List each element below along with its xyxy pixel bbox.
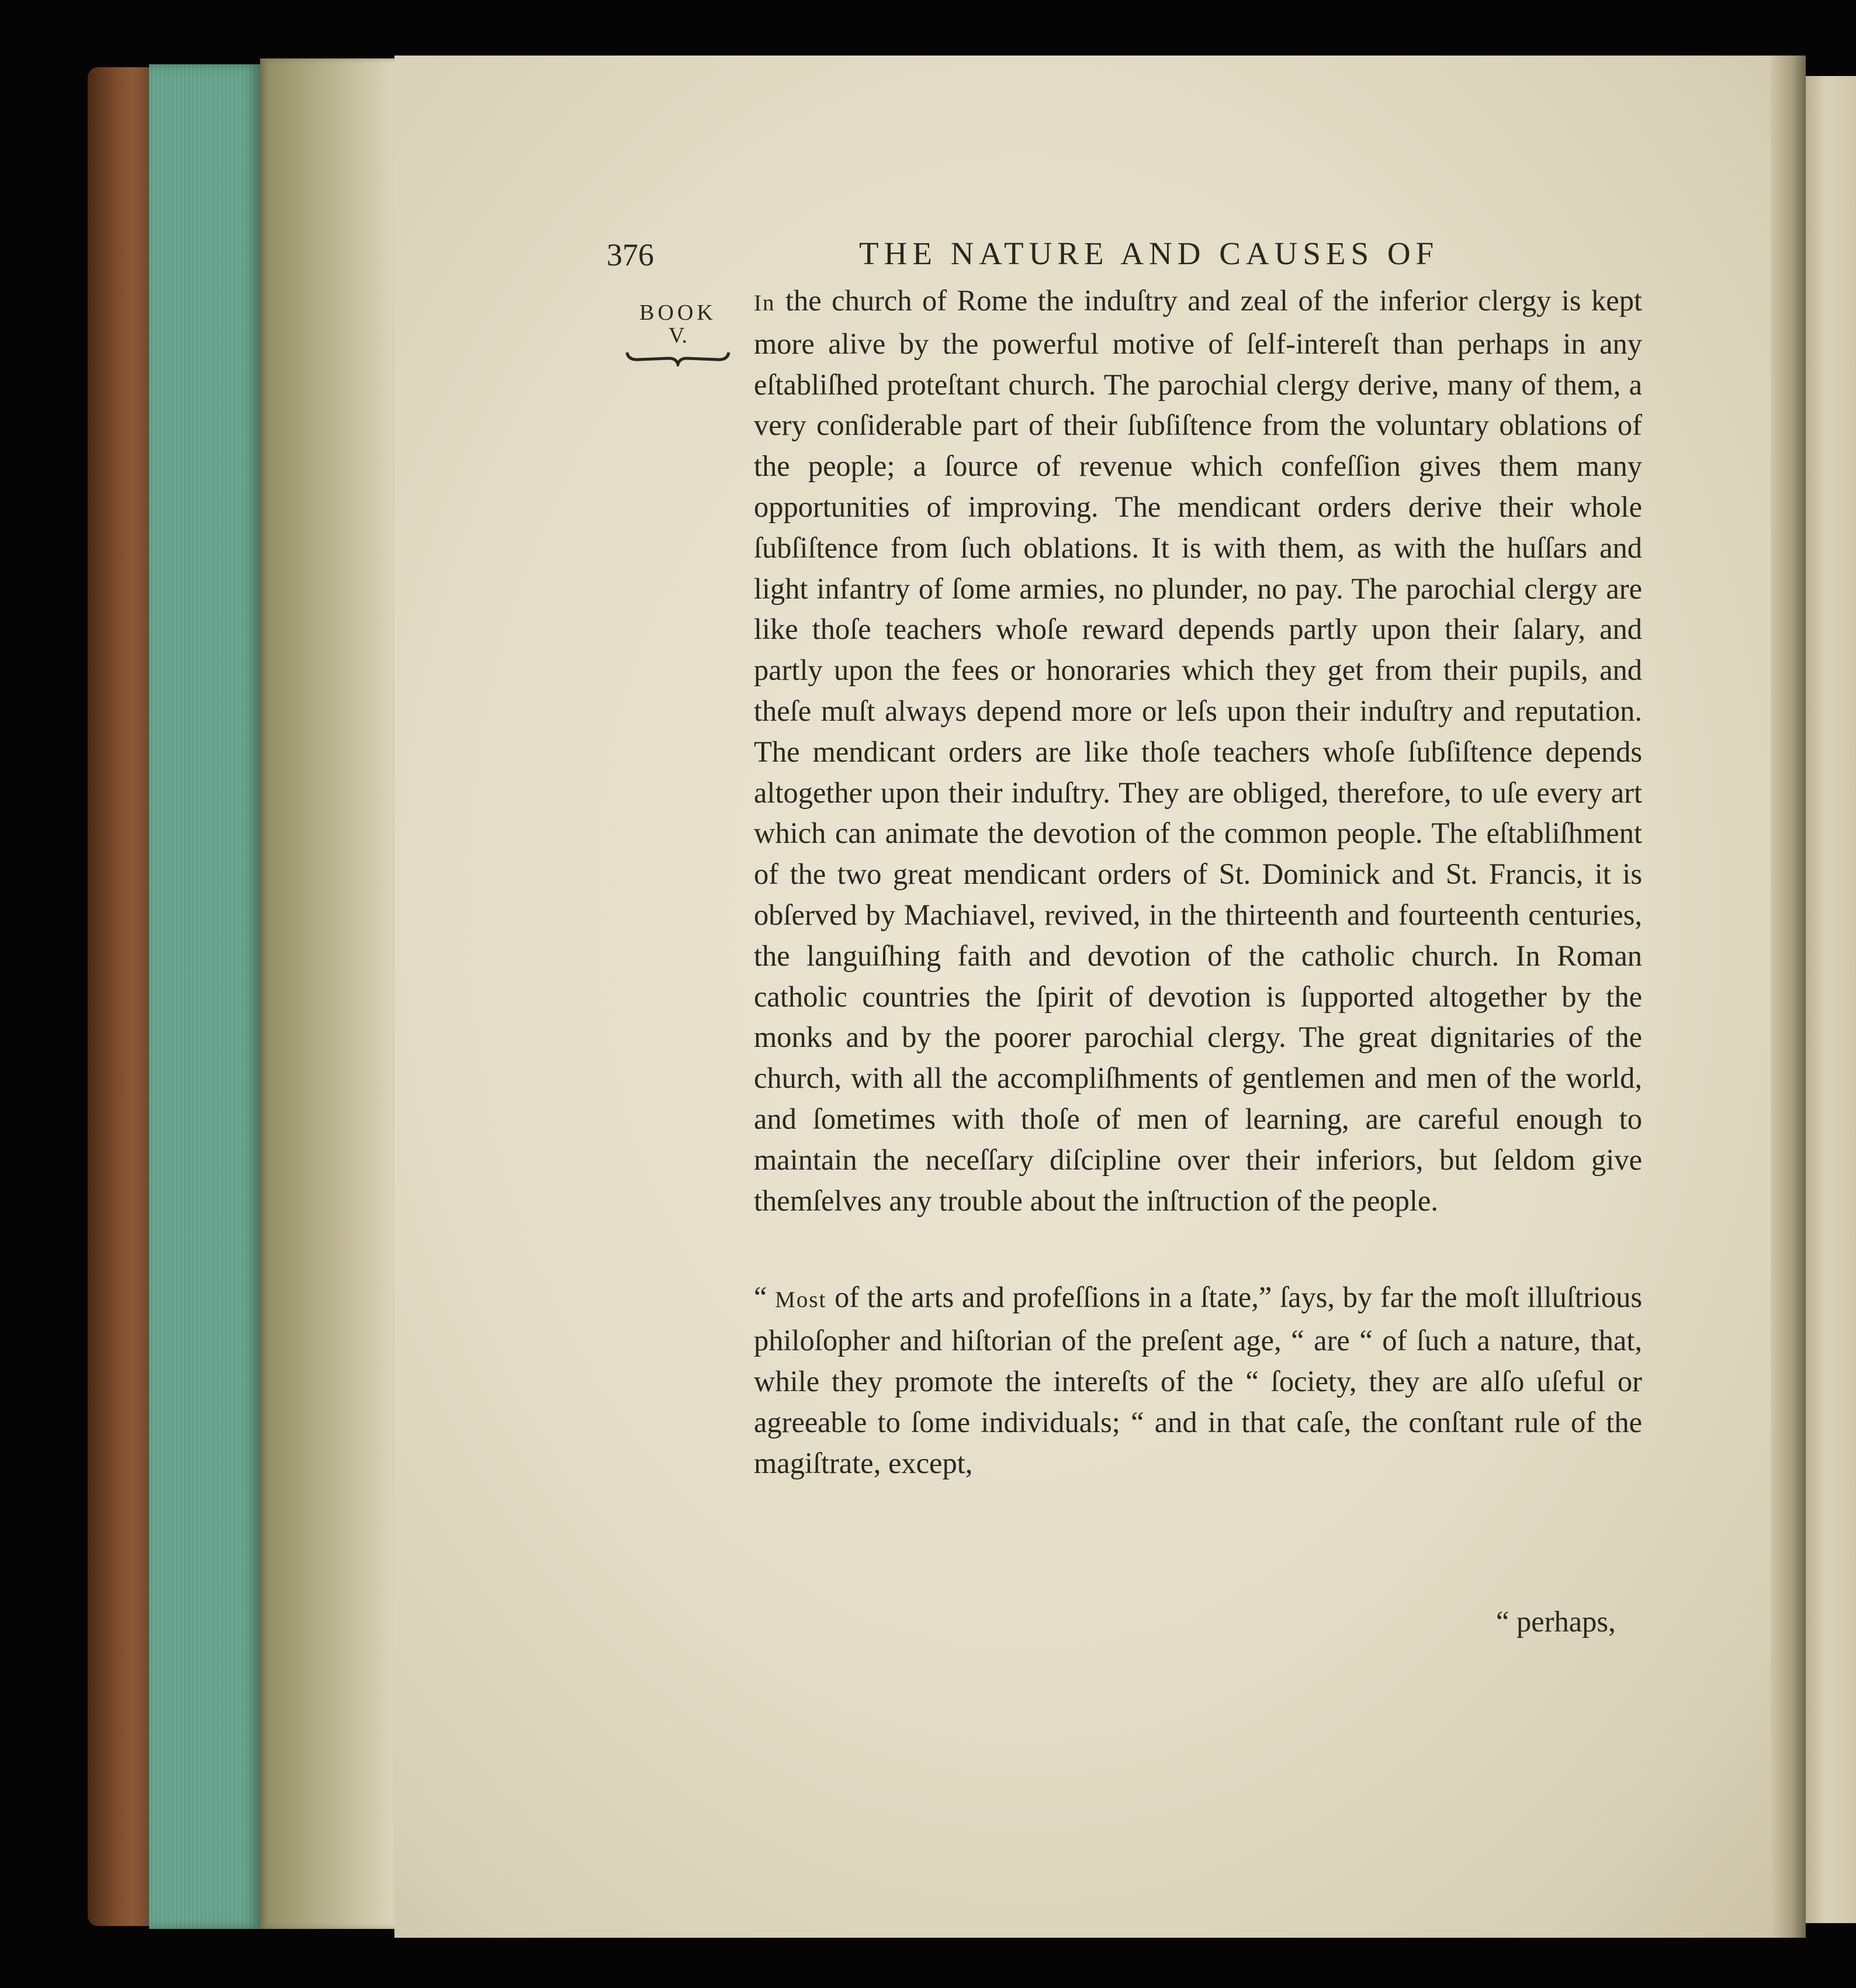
paragraph <box>754 281 1642 1221</box>
book-label: BOOK <box>639 300 716 325</box>
facing-page <box>1806 76 1856 1923</box>
paragraph-text: of the arts and profeſſions in a ſtate,” ſays, by far the moſt illuſtrious philoſopher and hiſtorian of the preſent age, “ are “ of ſuch a nature, that, while they promote the intereſts of the “ ſociety, they are alſo uſeful or agreeable to ſome individuals; “ and in that caſe, the conſtant rule of the magiſtrate, except, <box>754 1281 1642 1479</box>
paragraph-lead: Most <box>775 1287 827 1313</box>
page-edges <box>149 64 260 1929</box>
catchword: “ perhaps, <box>1496 1605 1616 1638</box>
book-gutter <box>1771 56 1806 1938</box>
paragraph-lead: In <box>754 291 775 316</box>
paragraph-text: the church of Rome the induſtry and zeal of the inferior clergy is kept more alive by the powerful motive of ſelf-intereſt than perhaps in any eſtabliſhed proteſtant church. The parochial clergy derive, many of them, a very conſiderable part of their ſubſiſtence from the voluntary oblations of the people; a ſource of revenue which confeſſion gives them many opportunities of improving. The mendicant orders derive their whole ſubſiſtence from ſuch oblations. It is with them, as with the huſſars and light infantry of ſome armies, no plunder, no pay. The parochial clergy are like thoſe teachers whoſe reward depends partly upon their ſalary, and partly upon the fees or honoraries which they get from their pupils, and theſe muſt always depend more or leſs upon their induſtry and reputation. The mendicant orders are like thoſe teachers whoſe ſubſiſtence depends altogether upon their induſtry. They are obliged, therefore, to uſe every art which can animate the devotion of the common people. The eſtabliſhment of the two great mendicant orders of St. Dominick and St. Francis, it is obſerved by Machiavel, revived, in the thirteenth and fourteenth centuries, the languiſhing faith and devotion of the catholic church. In Roman catholic countries the ſpirit of devotion is ſupported altogether by the monks and by the poorer parochial clergy. The great dignitaries of the church, with all the accompliſhments of gentlemen and men of the world, and ſometimes with thoſe of men of learning, are careful enough to maintain the neceſſary diſcipline over their inferiors, but ſeldom give themſelves any trouble about the inſtruction of the people. <box>754 284 1642 1217</box>
body-text <box>754 281 1642 1484</box>
page-number: 376 <box>607 237 654 272</box>
margin-note <box>622 301 733 367</box>
running-head: THE NATURE AND CAUSES OF <box>859 236 1439 271</box>
paragraph <box>754 1277 1642 1484</box>
brace-ornament-icon <box>622 349 733 367</box>
book-number: V. <box>668 323 688 348</box>
open-quote: “ <box>754 1281 775 1314</box>
page-edge-shade <box>260 58 394 1929</box>
